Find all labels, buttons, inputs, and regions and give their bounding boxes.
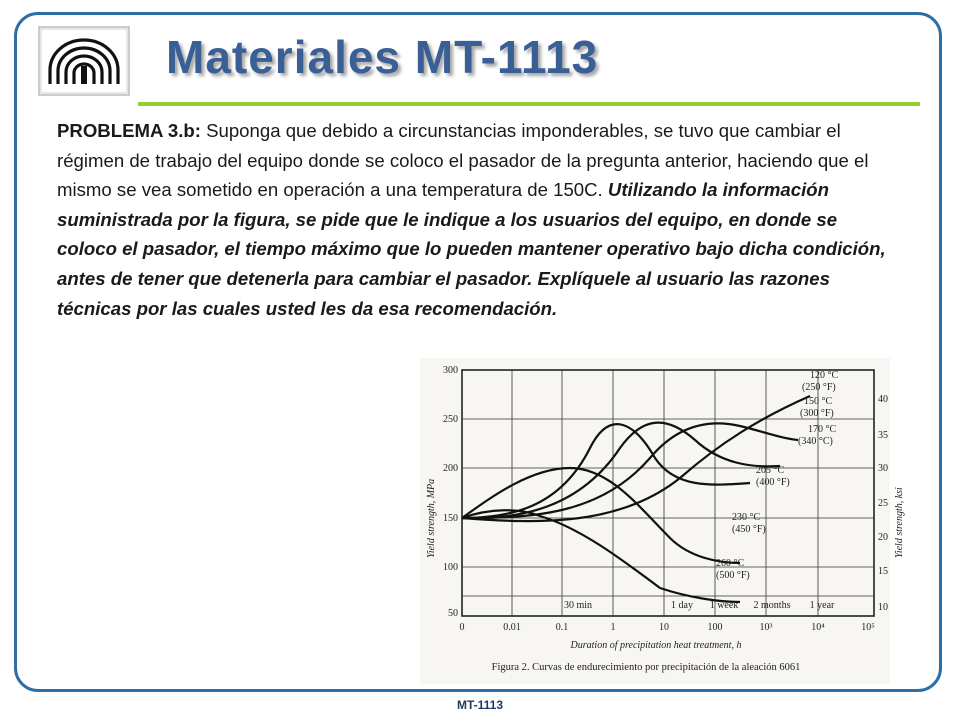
figure-caption: Figura 2. Curvas de endurecimiento por precipitación de la aleación 6061 <box>491 662 801 673</box>
time-mark: 30 min <box>563 600 593 611</box>
y-left-label: Yield strength, MPa <box>426 478 437 558</box>
curve-label-150: 150 °C <box>804 396 833 407</box>
x-tick: 10³ <box>759 622 773 633</box>
y-right-tick: 20 <box>878 532 888 543</box>
curve-label-205: 205 °C <box>756 465 785 476</box>
x-tick: 100 <box>707 622 723 633</box>
y-right-tick: 40 <box>878 394 888 405</box>
y-right-tick: 25 <box>878 498 888 509</box>
y-left-tick: 200 <box>443 463 458 474</box>
curve-label-230: 230 °C <box>732 512 761 523</box>
problem-body: Suponga que debido a circunstancias imponderables, se tuvo que cambiar el régimen de trabajo del equipo donde se coloco el pasador de la pregunta anterior, haciendo que el mismo se vea sometido en operación a una temperatura de 150C. <box>57 120 869 201</box>
curve-label-120: 120 °C <box>810 370 839 381</box>
problem-statement <box>57 116 889 323</box>
y-left-tick: 150 <box>443 513 458 524</box>
curve-label-205-f: (400 °F) <box>756 477 790 488</box>
slide-title: Materiales MT-1113 <box>166 31 599 83</box>
y-right-label: Yield strength, ksi <box>894 487 905 558</box>
y-right-tick: 30 <box>878 463 888 474</box>
x-label: Duration of precipitation heat treatment, h <box>570 640 742 651</box>
y-right-tick: 15 <box>878 566 888 577</box>
x-tick: 0.1 <box>555 622 569 633</box>
problem-label: PROBLEMA 3.b: <box>57 120 201 141</box>
x-tick: 0 <box>459 622 465 633</box>
precipitation-hardening-figure <box>420 358 905 684</box>
y-left-tick: 100 <box>443 562 458 573</box>
time-mark: 1 day <box>671 600 693 611</box>
y-left-tick: 250 <box>443 414 458 425</box>
time-mark: 2 months <box>753 600 791 611</box>
curve-label-170-f: (340 °C) <box>798 436 833 447</box>
x-tick: 0.01 <box>503 622 521 633</box>
title-underline <box>138 102 920 106</box>
university-logo <box>38 26 130 96</box>
x-tick: 10⁵ <box>861 622 875 633</box>
curve-label-260: 260 °C <box>716 558 745 569</box>
y-right-tick: 35 <box>878 430 888 441</box>
curve-label-230-f: (450 °F) <box>732 524 766 535</box>
curve-label-150-f: (300 °F) <box>800 408 834 419</box>
y-left-tick: 300 <box>443 365 458 376</box>
curve-label-120-f: (250 °F) <box>802 382 836 393</box>
y-right-tick: 10 <box>878 602 888 613</box>
time-mark: 1 year <box>809 600 835 611</box>
y-left-tick: 50 <box>448 608 458 619</box>
x-tick: 10⁴ <box>811 622 825 633</box>
curve-label-170: 170 °C <box>808 424 837 435</box>
x-tick: 10 <box>659 622 669 633</box>
time-mark: 1 week <box>709 600 739 611</box>
footer-course-code: MT-1113 <box>456 698 504 712</box>
curve-label-260-f: (500 °F) <box>716 570 750 581</box>
x-tick: 1 <box>610 622 616 633</box>
problem-emphasis: Utilizando la información suministrada por la figura, se pide que le indique a los usuarios del equipo, en donde se coloco el pasador, el tiempo máximo que lo pueden mantener operativo bajo dicha condición, antes de tener que detenerla para cambiar el pasador. Explíquele al usuario las razones técnicas por las cuales usted les da esa recomendación. <box>57 179 886 319</box>
